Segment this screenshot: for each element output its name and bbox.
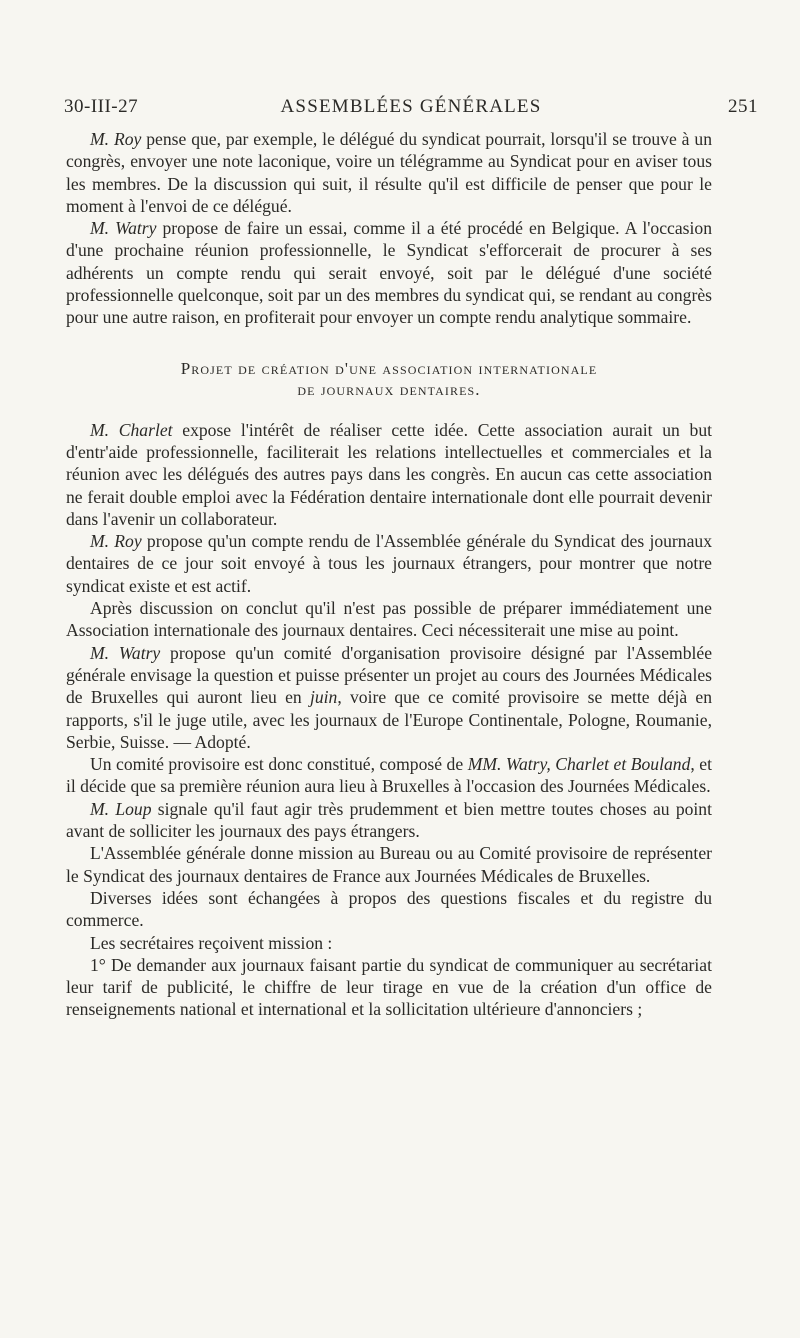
paragraph-text: pense que, par exemple, le délégué du syndicat pourrait, lorsqu'il se trouve à un congrès, envoyer une note laconique, voire un télégramme au Syndicat pour en aviser tous les membres. De la discussion qui suit, il résulte qu'il est difficile de penser que pour le moment à l'envoi de ce délégué. [66, 129, 712, 216]
emphasis: MM. Watry, Charlet et Bouland [467, 754, 691, 775]
paragraph-text: , et il décide que sa première réunion aura lieu à Bruxelles à l'occasion des Journées Médicales. [66, 754, 712, 797]
section-heading [66, 359, 712, 401]
paragraph-text: , voire que ce comité provisoire se mette déjà en rapports, s'il le juge utile, avec les journaux de l'Europe Continentale, Pologne, Roumanie, Serbie, Suisse. — Adopté. [66, 687, 712, 752]
header-date: 30-III-27 [64, 96, 139, 117]
speaker-name: M. Charlet [90, 419, 173, 440]
speaker-name: M. Watry [90, 642, 161, 663]
speaker-name: M. Roy [90, 129, 142, 149]
body-text [66, 128, 712, 1021]
paragraph-comite [66, 753, 712, 798]
paragraph-charlet [66, 419, 712, 530]
paragraph-assemblee: L'Assemblée générale donne mission au Bureau ou au Comité provisoire de représenter le Syndicat des journaux dentaires de France aux Journées Médicales de Bruxelles. [66, 843, 712, 886]
section-heading-line2: de journaux dentaires. [297, 379, 481, 399]
running-header [64, 96, 758, 122]
paragraph-text: Un comité provisoire est donc constitué, composé de [90, 754, 468, 775]
emphasis: juin [309, 687, 338, 708]
paragraph-idees: Diverses idées sont échangées à propos des questions fiscales et du registre du commerce. [66, 887, 712, 931]
paragraph-secretaires: Les secrétaires reçoivent mission : [90, 932, 333, 953]
paragraph-discussion: Après discussion on conclut qu'il n'est pas possible de préparer immédiatement une Association internationale des journaux dentaires. Ceci nécessiterait une mise au point. [66, 598, 712, 641]
paragraph-text: signale qu'il faut agir très prudemment et bien mettre toutes choses au point avant de solliciter les journaux des pays étrangers. [66, 798, 712, 842]
paragraph-mission-1: 1° De demander aux journaux faisant partie du syndicat de communiquer au secrétariat leur tarif de publicité, le chiffre de leur tirage en vue de la création d'un office de renseignements national et international et la sollicitation ultérieure d'annonciers ; [66, 954, 712, 1020]
paragraph-loup [66, 798, 712, 843]
paragraph-watry-1 [66, 217, 712, 328]
section-heading-line1: Projet de création d'une association internationale [180, 358, 598, 378]
speaker-name: M. Loup [90, 798, 152, 819]
paragraph-roy-1 [66, 128, 712, 217]
speaker-name: M. Watry [90, 218, 157, 239]
speaker-name: M. Roy [90, 531, 142, 552]
paragraph-roy-2 [66, 530, 712, 597]
paragraph-text: propose qu'un compte rendu de l'Assemblée générale du Syndicat des journaux dentaires de ce jour soit envoyé à tous les journaux étrangers, pour montrer que notre syndicat existe et est actif. [66, 531, 712, 596]
paragraph-text: propose qu'un comité d'organisation provisoire désigné par l'Assemblée générale envisage la question et puisse présenter un projet au cours des Journées Médicales de Bruxelles qui auront lieu en [66, 642, 713, 708]
page-number: 251 [728, 96, 758, 117]
header-title: ASSEMBLÉES GÉNÉRALES [280, 96, 542, 117]
paragraph-text: propose de faire un essai, comme il a été procédé en Belgique. A l'occasion d'une prochaine réunion professionnelle, le Syndicat s'efforcerait de procurer à ses adhérents un compte rendu qui serait envoyé, soit par le délégué d'une société professionnelle quelconque, soit par un des membres du syndicat qui, se rendant au congrès pour une autre raison, en profiterait pour envoyer un compte rendu analytique sommaire. [66, 218, 712, 328]
paragraph-text: expose l'intérêt de réaliser cette idée. Cette association aurait un but d'entr'aide professionnelle, faciliterait les relations intellectuelles et commerciales et la réunion avec les délégués des autres pays dans les congrès. En aucun cas cette association ne ferait double emploi avec la Fédération dentaire internationale dont elle pourrait devenir dans l'avenir un collaborateur. [66, 419, 712, 529]
paragraph-watry-2 [66, 642, 712, 753]
